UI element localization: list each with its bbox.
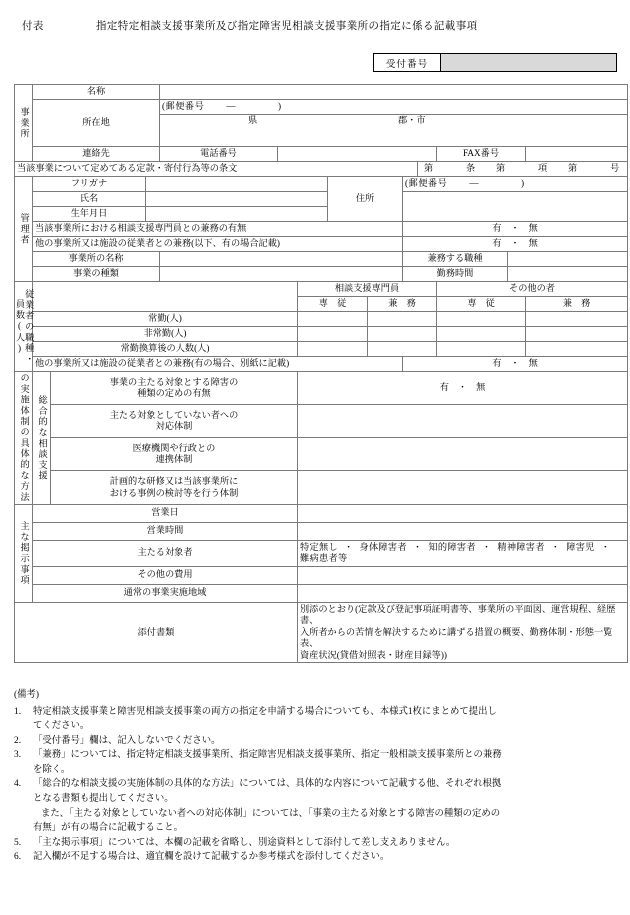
note-item <box>14 748 620 777</box>
target-option-intellectual[interactable]: 知的障害者 <box>428 541 476 552</box>
note-item <box>14 836 620 851</box>
posting-row <box>15 540 628 566</box>
attachments-label: 添付書類 <box>15 602 298 663</box>
posting-row <box>15 566 628 584</box>
posting-row <box>15 522 628 540</box>
main-form-table <box>14 84 628 663</box>
note-item <box>14 850 620 865</box>
note-body: 「主な掲示事項」については、本欄の記載を省略し、別途資料として添付して差し支えありません。 <box>33 837 456 848</box>
office-fax-label: FAX番号 <box>437 147 526 162</box>
office-contact-row <box>15 147 628 162</box>
staff-concurrent-label: 他の事業所又は施設の従業者との兼務(有の場合、別紙に記載) <box>33 357 403 372</box>
manager-job-type-value[interactable] <box>508 252 628 267</box>
office-tel-label: 電話番号 <box>160 147 278 162</box>
article-dai-1: 第 <box>424 163 434 174</box>
target-option-child[interactable]: 障害児 <box>566 541 595 552</box>
staff-group-other-label: その他の者 <box>437 282 628 297</box>
note-number: 2. <box>14 735 22 746</box>
manager-work-hours-value[interactable] <box>508 267 628 282</box>
article-clause-label: 当該事業について定めてある定款・寄付行為等の条文 <box>15 162 418 177</box>
staff-concurrent-value[interactable] <box>403 357 628 372</box>
posting-row-value[interactable] <box>298 504 628 522</box>
staff-cell-other-concurrent[interactable] <box>526 342 628 357</box>
staff-group-header-row <box>15 282 628 297</box>
note-number: 4. <box>14 779 22 790</box>
office-prefecture-label: 県 <box>248 115 258 125</box>
support-system-row <box>15 372 628 405</box>
article-jou: 条 <box>466 163 476 174</box>
manager-concurrent-specialist-row <box>15 222 628 237</box>
note-number: 5. <box>14 837 22 848</box>
option-separator: ・ <box>412 541 423 552</box>
manager-concurrent-specialist-value[interactable] <box>403 222 628 237</box>
no-option[interactable]: 無 <box>476 382 486 393</box>
staff-corner-cell <box>33 282 298 312</box>
support-system-row-value[interactable] <box>298 372 628 405</box>
office-name-label: 名称 <box>33 85 160 100</box>
support-system-row <box>15 405 628 438</box>
receipt-number-label: 受付番号 <box>374 54 441 71</box>
yes-option[interactable]: 有 <box>439 382 449 393</box>
posting-row-label: その他の費用 <box>33 566 298 584</box>
article-dai-3: 第 <box>568 163 578 174</box>
staff-row-label: 常勤(人) <box>33 312 298 327</box>
option-separator: ・ <box>510 358 520 369</box>
note-body: 「兼務」については、指定特定相談支援事業所、指定障害児相談支援事業所、指定一般相談支援事業所との兼務 を除く。 <box>33 750 502 775</box>
note-body: 特定相談支援事業と障害児相談支援事業の両方の指定を申請する場合についても、本様式1枚にまとめて提出し てください。 <box>33 706 497 732</box>
office-name-value[interactable] <box>160 85 628 100</box>
note-number: 1. <box>14 706 22 717</box>
support-system-row-label: 医療機関や行政との 連携体制 <box>51 438 298 471</box>
support-system-vertical-label-inner: 総合的な相談支援 <box>33 372 51 505</box>
posting-row-value[interactable] <box>298 584 628 602</box>
option-separator: ・ <box>343 541 354 552</box>
manager-address-label: 住所 <box>328 177 403 222</box>
note-body: 「総合的な相談支援の実施体制の具体的な方法」については、具体的な内容について記載する他、それぞれ根拠 となる書類も提出してください。 また、「主たる対象としていない者への対応体制」については、「事業の主たる対象とする障害の種類の定めの 有無」が有の場合に記載すること。 <box>33 779 502 834</box>
posting-row-value[interactable] <box>298 566 628 584</box>
staff-row <box>15 342 628 357</box>
target-option-physical[interactable]: 身体障害者 <box>359 541 407 552</box>
staff-row-label: 非常勤(人) <box>33 327 298 342</box>
office-contact-label: 連絡先 <box>33 147 160 162</box>
staff-group-specialist-label: 相談支援専門員 <box>298 282 437 297</box>
support-system-row-label: 主たる対象としていない者への 対応体制 <box>51 405 298 438</box>
article-dai-2: 第 <box>496 163 506 174</box>
office-address-value[interactable] <box>160 115 628 147</box>
support-system-row <box>15 471 628 504</box>
staff-cell-specialist-concurrent[interactable] <box>368 312 437 327</box>
manager-concurrent-other-row <box>15 237 628 252</box>
office-vertical-label: 事業所 <box>15 85 33 162</box>
target-option-mental[interactable]: 精神障害者 <box>497 541 545 552</box>
posting-row-label: 主たる対象者 <box>33 540 298 566</box>
yes-option[interactable]: 有 <box>492 223 502 234</box>
support-system-row-value[interactable] <box>298 438 628 471</box>
page-title: 指定特定相談支援事業所及び指定障害児相談支援事業所の指定に係る記載事項 <box>96 21 478 32</box>
manager-address-value[interactable] <box>403 192 628 222</box>
staff-col-specialist-concurrent: 兼 務 <box>368 297 437 312</box>
office-fax-value[interactable] <box>526 147 628 162</box>
posting-row <box>15 504 628 522</box>
manager-furigana-row <box>15 177 628 192</box>
manager-concurrent-other-label: 他の事業所又は施設の従業者との兼務(以下、有の場合記載) <box>33 237 403 252</box>
note-number: 6. <box>14 852 22 863</box>
office-address-label: 所在地 <box>33 100 160 147</box>
support-system-row <box>15 438 628 471</box>
posting-row-value[interactable] <box>298 522 628 540</box>
staff-row-label: 常勤換算後の人数(人) <box>33 342 298 357</box>
manager-work-hours-label: 勤務時間 <box>403 267 508 282</box>
article-clause-row <box>15 162 628 177</box>
support-system-row-label: 事業の主たる対象とする障害の 種類の定めの有無 <box>51 372 298 405</box>
posting-row <box>15 584 628 602</box>
option-separator: ・ <box>600 541 611 552</box>
staff-cell-other-concurrent[interactable] <box>526 312 628 327</box>
yes-option[interactable]: 有 <box>492 238 502 249</box>
staff-cell-other-exclusive[interactable] <box>437 327 526 342</box>
office-postal-row <box>15 100 628 115</box>
no-option[interactable]: 無 <box>528 223 538 234</box>
staff-row <box>15 312 628 327</box>
article-clause-value[interactable] <box>418 162 628 177</box>
staff-cell-other-exclusive[interactable] <box>437 342 526 357</box>
note-item <box>14 705 620 734</box>
manager-concurrent-specialist-label: 当該事業所における相談支援専門員との兼務の有無 <box>33 222 403 237</box>
manager-birth-label: 生年月日 <box>33 207 146 222</box>
manager-postal-prefix: (郵便番号 <box>405 178 448 189</box>
support-system-row-label: 計画的な研修又は当該事業所に おける事例の検討等を行う体制 <box>51 471 298 504</box>
note-item <box>14 734 620 749</box>
manager-office-name-label: 事業所の名称 <box>33 252 160 267</box>
manager-business-type-row <box>15 267 628 282</box>
article-gou: 号 <box>610 163 620 174</box>
no-option[interactable]: 無 <box>528 238 538 249</box>
staff-vertical-label: 従業者の職種・ 員数(人) <box>15 282 33 372</box>
staff-cell-specialist-concurrent[interactable] <box>368 342 437 357</box>
manager-concurrent-other-value[interactable] <box>403 237 628 252</box>
option-separator: ・ <box>457 382 468 393</box>
staff-cell-specialist-exclusive[interactable] <box>298 342 368 357</box>
option-separator: ・ <box>510 223 520 234</box>
office-city-label: 郡・市 <box>398 115 426 125</box>
attachments-value: 別添のとおり(定款及び登記事項証明書等、事業所の平面図、運営規程、経歴書、 入所者からの苦情を解決するために講ずる措置の概要、勤務体制・形態一覧表、 資産状況(貸借対照表・財産目録等)) <box>298 602 628 663</box>
staff-cell-specialist-concurrent[interactable] <box>368 327 437 342</box>
posting-row-label: 営業時間 <box>33 522 298 540</box>
manager-name-row <box>15 192 628 207</box>
note-item <box>14 777 620 835</box>
manager-postal-field[interactable] <box>403 177 628 192</box>
manager-postal-suffix: ) <box>521 178 525 189</box>
article-kou: 項 <box>538 163 548 174</box>
staff-col-other-concurrent: 兼 務 <box>526 297 628 312</box>
option-separator: ・ <box>481 541 492 552</box>
posting-target-options[interactable] <box>298 540 628 566</box>
staff-concurrent-row <box>15 357 628 372</box>
support-system-row-value[interactable] <box>298 471 628 504</box>
office-tel-value[interactable] <box>278 147 437 162</box>
office-postal-field[interactable] <box>160 100 628 115</box>
manager-postal-dash: — <box>469 178 479 189</box>
manager-office-name-value[interactable] <box>160 252 403 267</box>
receipt-number-value[interactable] <box>441 54 616 71</box>
staff-cell-other-exclusive[interactable] <box>437 312 526 327</box>
yes-option[interactable]: 有 <box>492 358 502 369</box>
option-separator: ・ <box>550 541 561 552</box>
office-postal-prefix: (郵便番号 <box>162 101 205 112</box>
manager-furigana-value[interactable] <box>146 177 328 192</box>
posting-row-label: 通常の事業実施地域 <box>33 584 298 602</box>
manager-name-label: 氏名 <box>33 192 146 207</box>
manager-job-type-label: 兼務する職種 <box>403 252 508 267</box>
document-header <box>22 18 478 33</box>
target-option-intractable[interactable]: 難病患者等 <box>300 553 348 564</box>
note-body: 「受付番号」欄は、記入しないでください。 <box>33 735 221 746</box>
notes-section <box>14 688 620 865</box>
staff-cell-other-concurrent[interactable] <box>526 327 628 342</box>
office-postal-dash: — <box>226 101 236 112</box>
note-number: 3. <box>14 750 22 761</box>
manager-business-type-label: 事業の種類 <box>33 267 160 282</box>
manager-name-value[interactable] <box>146 192 328 207</box>
office-postal-suffix: ) <box>278 101 282 112</box>
posting-vertical-label: 主な掲示事項 <box>15 504 33 602</box>
note-body: 記入欄が不足する場合は、適宜欄を設けて記載するか参考様式を添付してください。 <box>33 852 390 863</box>
option-separator: ・ <box>510 238 520 249</box>
receipt-number-field <box>373 53 617 72</box>
manager-office-name-row <box>15 252 628 267</box>
notes-heading: (備考) <box>14 690 39 700</box>
attachments-row <box>15 602 628 663</box>
manager-furigana-label: フリガナ <box>33 177 146 192</box>
office-name-row <box>15 85 628 100</box>
support-system-vertical-label-outer: の実施体制の具体的な方法 <box>15 372 33 505</box>
support-system-row-value[interactable] <box>298 405 628 438</box>
manager-birth-value[interactable] <box>146 207 328 222</box>
staff-col-specialist-exclusive: 専 従 <box>298 297 368 312</box>
staff-row <box>15 327 628 342</box>
staff-cell-specialist-exclusive[interactable] <box>298 312 368 327</box>
manager-vertical-label: 管理者 <box>15 177 33 282</box>
target-option-none[interactable]: 特定無し <box>300 541 338 552</box>
form-tag: 付表 <box>22 21 44 32</box>
staff-col-other-exclusive: 専 従 <box>437 297 526 312</box>
staff-cell-specialist-exclusive[interactable] <box>298 327 368 342</box>
manager-business-type-value[interactable] <box>160 267 403 282</box>
posting-row-label: 営業日 <box>33 504 298 522</box>
no-option[interactable]: 無 <box>528 358 538 369</box>
